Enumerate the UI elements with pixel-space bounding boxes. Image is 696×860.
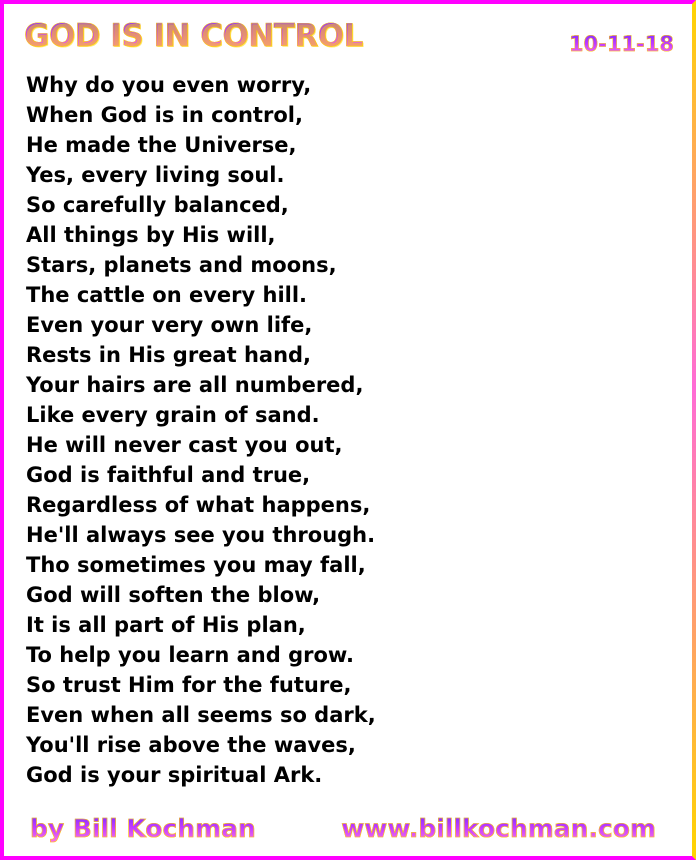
poem-line: When God is in control, xyxy=(26,103,303,127)
poem-title: GOD IS IN CONTROL xyxy=(24,18,363,54)
poem-line: All things by His will, xyxy=(26,223,276,247)
poem-body xyxy=(26,70,376,790)
poem-line: To help you learn and grow. xyxy=(26,643,354,667)
poem-line: Tho sometimes you may fall, xyxy=(26,553,366,577)
poem-line: Stars, planets and moons, xyxy=(26,253,337,277)
poem-line: Why do you even worry, xyxy=(26,73,312,97)
poem-line: Like every grain of sand. xyxy=(26,403,320,427)
poem-line: Yes, every living soul. xyxy=(26,163,285,187)
poem-line: God is your spiritual Ark. xyxy=(26,763,323,787)
poem-line: He'll always see you through. xyxy=(26,523,376,547)
website-link[interactable]: www.billkochman.com xyxy=(341,814,656,843)
poem-line: Your hairs are all numbered, xyxy=(26,373,364,397)
poem-line: The cattle on every hill. xyxy=(26,283,308,307)
poem-line: He made the Universe, xyxy=(26,133,297,157)
poem-line: God will soften the blow, xyxy=(26,583,321,607)
poem-line: It is all part of His plan, xyxy=(26,613,306,637)
poem-line: He will never cast you out, xyxy=(26,433,343,457)
poem-line: Even when all seems so dark, xyxy=(26,703,376,727)
poem-line: Rests in His great hand, xyxy=(26,343,312,367)
poem-date: 10-11-18 xyxy=(568,32,674,56)
poem-line: Even your very own life, xyxy=(26,313,313,337)
poem-line: You'll rise above the waves, xyxy=(26,733,356,757)
poem-line: Regardless of what happens, xyxy=(26,493,371,517)
poem-line: God is faithful and true, xyxy=(26,463,311,487)
poem-line: So carefully balanced, xyxy=(26,193,289,217)
author-credit: by Bill Kochman xyxy=(30,814,256,843)
poem-line: So trust Him for the future, xyxy=(26,673,352,697)
